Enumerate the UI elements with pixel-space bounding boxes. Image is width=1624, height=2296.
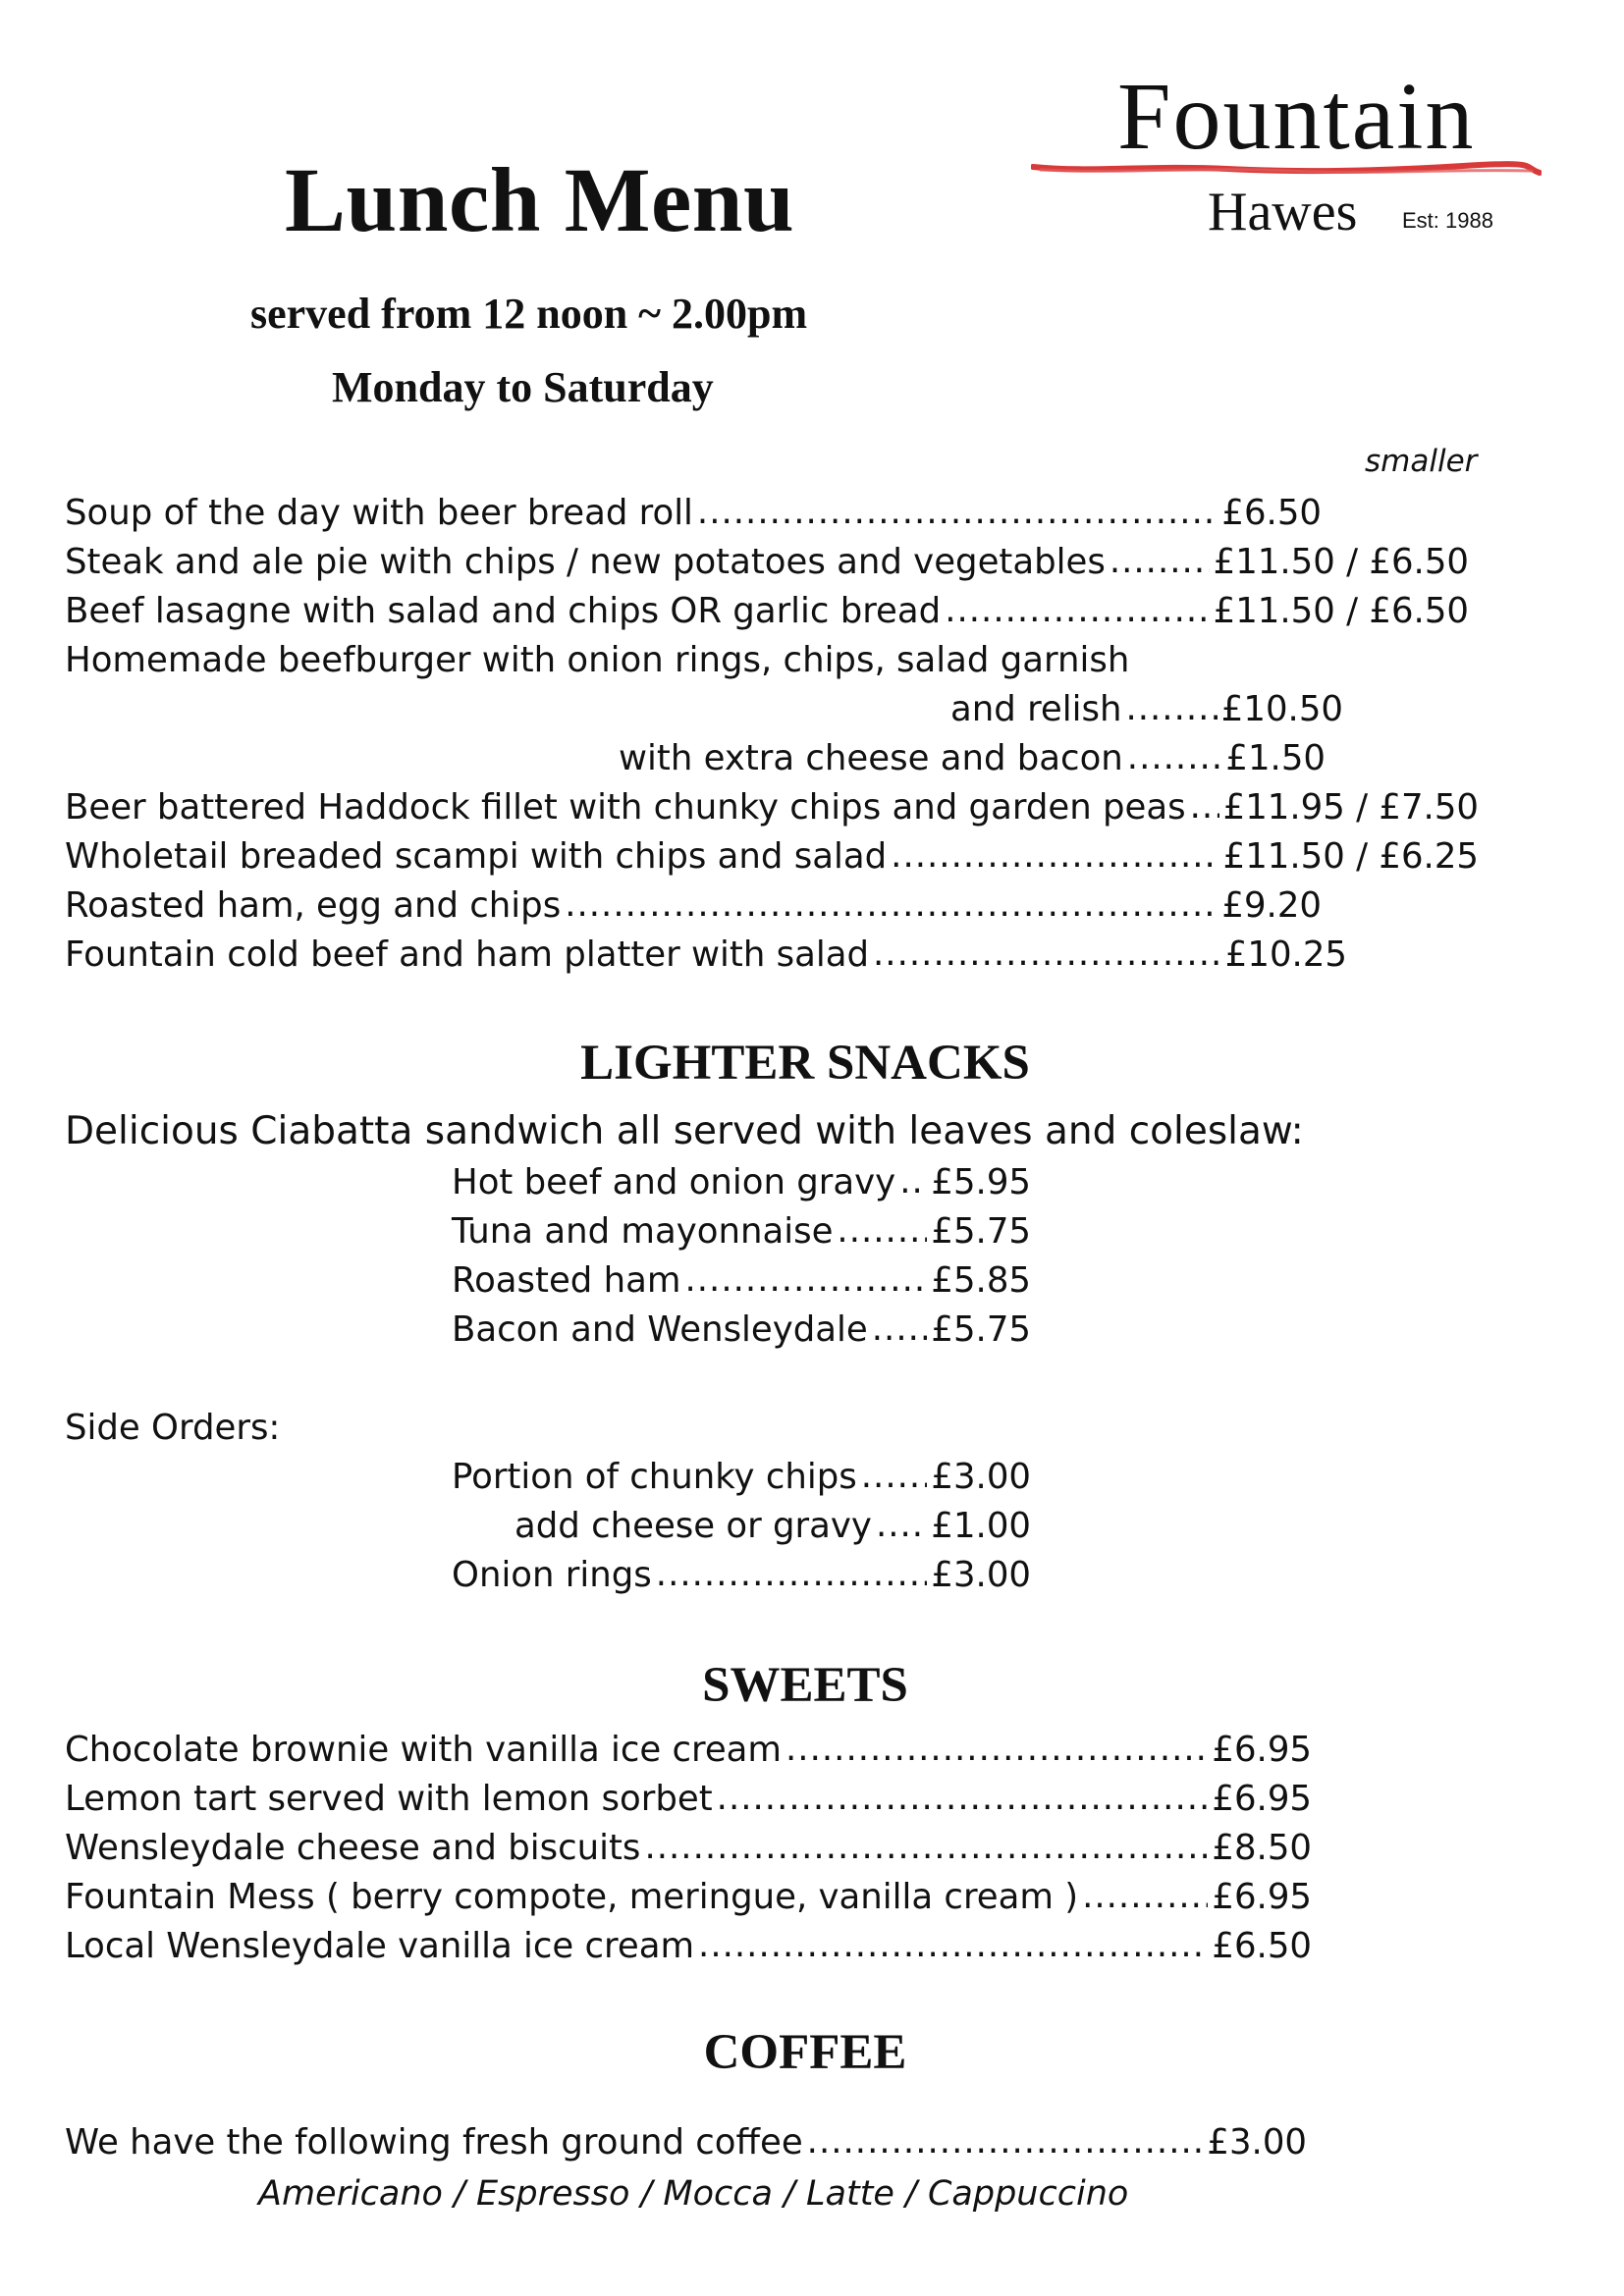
dot-leader — [861, 1452, 928, 1501]
menu-item-price: £11.50 / £6.50 — [1213, 591, 1469, 631]
snack-item-name: Tuna and mayonnaise — [452, 1211, 834, 1252]
dot-leader — [698, 1921, 1208, 1970]
ciabatta-intro: Delicious Ciabatta sandwich all served with leaves and coleslaw: — [65, 1109, 1304, 1153]
red-brush-underline-icon — [1031, 159, 1542, 179]
dot-leader — [873, 930, 1221, 979]
dot-leader — [1190, 782, 1219, 831]
coffee-types: Americano / Espresso / Mocca / Latte / Cappuccino — [258, 2174, 1129, 2214]
side-item — [452, 1551, 1031, 1600]
menu-item — [65, 587, 1469, 636]
menu-item-name: Soup of the day with beer bread roll — [65, 493, 693, 533]
menu-item — [65, 489, 1322, 538]
side-orders-label: Side Orders: — [65, 1408, 281, 1448]
side-item-price: £1.00 — [931, 1506, 1031, 1546]
menu-item-name: Steak and ale pie with chips / new potatoes and vegetables — [65, 542, 1106, 582]
lighter-snacks-heading: LIGHTER SNACKS — [580, 1036, 1030, 1091]
logo-name: Fountain — [1117, 64, 1476, 170]
sweet-item-price: £6.50 — [1212, 1926, 1312, 1966]
menu-item-price: £6.50 — [1221, 493, 1322, 533]
serving-hours: served from 12 noon ~ 2.00pm — [250, 290, 808, 338]
sweet-item — [65, 1824, 1312, 1873]
dot-leader — [656, 1550, 928, 1599]
menu-item — [65, 783, 1479, 832]
snack-item-price: £5.75 — [931, 1309, 1031, 1350]
sweet-item-price: £6.95 — [1212, 1730, 1312, 1770]
menu-item-name: Beef lasagne with salad and chips OR garlic bread — [65, 591, 942, 631]
menu-item-price: £1.50 — [1225, 738, 1326, 778]
snack-item — [452, 1207, 1031, 1256]
logo-town: Hawes — [1208, 182, 1358, 242]
sweet-item — [65, 1775, 1312, 1824]
dot-leader — [697, 488, 1218, 537]
dot-leader — [565, 881, 1218, 930]
snack-item — [452, 1306, 1031, 1355]
sweet-item-name: Chocolate brownie with vanilla ice cream — [65, 1730, 783, 1770]
coffee-item-name: We have the following fresh ground coffee — [65, 2122, 803, 2163]
side-item-name: add cheese or gravy — [514, 1506, 872, 1546]
sweet-item-name: Local Wensleydale vanilla ice cream — [65, 1926, 695, 1966]
menu-item — [65, 832, 1479, 881]
side-item-price: £3.00 — [931, 1457, 1031, 1497]
coffee-item — [65, 2118, 1307, 2167]
menu-item — [65, 881, 1322, 931]
side-item-name: Onion rings — [452, 1555, 652, 1595]
snack-item-price: £5.85 — [931, 1260, 1031, 1301]
menu-item-price: £10.50 — [1220, 689, 1343, 729]
side-item — [452, 1453, 1031, 1502]
dot-leader — [785, 1725, 1208, 1774]
coffee-item-price: £3.00 — [1207, 2122, 1307, 2163]
side-item-price: £3.00 — [931, 1555, 1031, 1595]
menu-item-price: £11.50 / £6.50 — [1213, 542, 1469, 582]
menu-item — [950, 685, 1343, 734]
dot-leader — [1082, 1872, 1208, 1921]
side-item-name: Portion of chunky chips — [452, 1457, 857, 1497]
menu-item-price: £11.95 / £7.50 — [1222, 787, 1479, 828]
sweet-item-name: Lemon tart served with lemon sorbet — [65, 1779, 713, 1819]
sweets-heading: SWEETS — [702, 1658, 908, 1713]
side-item — [514, 1502, 1031, 1551]
fountain-logo — [1031, 64, 1551, 245]
menu-item — [65, 931, 1347, 980]
menu-item-price: £9.20 — [1221, 885, 1322, 926]
snack-item-price: £5.95 — [931, 1162, 1031, 1202]
menu-item-price: £11.50 / £6.25 — [1222, 836, 1479, 877]
menu-item-price: £10.25 — [1224, 934, 1347, 975]
serving-days: Monday to Saturday — [332, 363, 714, 411]
snack-item — [452, 1256, 1031, 1306]
dot-leader — [717, 1774, 1209, 1823]
sweet-item-name: Wensleydale cheese and biscuits — [65, 1828, 641, 1868]
dot-leader — [1125, 684, 1217, 733]
snack-item-name: Hot beef and onion gravy — [452, 1162, 896, 1202]
sweet-item — [65, 1873, 1312, 1922]
sweet-item-price: £8.50 — [1212, 1828, 1312, 1868]
menu-item — [619, 734, 1326, 783]
menu-item-name: Roasted ham, egg and chips — [65, 885, 562, 926]
dot-leader — [684, 1255, 927, 1305]
menu-item-name: Beer battered Haddock fillet with chunky chips and garden peas — [65, 787, 1186, 828]
dot-leader — [1127, 733, 1222, 782]
logo-established: Est: 1988 — [1402, 208, 1493, 233]
sweet-item-name: Fountain Mess ( berry compote, meringue, vanilla cream ) — [65, 1877, 1079, 1917]
sweet-item — [65, 1922, 1312, 1971]
sweet-item-price: £6.95 — [1212, 1877, 1312, 1917]
dot-leader — [644, 1823, 1208, 1872]
snack-item-name: Bacon and Wensleydale — [452, 1309, 868, 1350]
dot-leader — [872, 1305, 928, 1354]
snack-item-price: £5.75 — [931, 1211, 1031, 1252]
menu-item-name: Fountain cold beef and ham platter with salad — [65, 934, 870, 975]
dot-leader — [837, 1206, 927, 1255]
smaller-portion-note: smaller — [1365, 444, 1478, 479]
snack-item-name: Roasted ham — [452, 1260, 681, 1301]
sweet-item — [65, 1726, 1312, 1775]
menu-item-name: Homemade beefburger with onion rings, chips, salad garnish — [65, 640, 1130, 680]
snack-item — [452, 1158, 1031, 1207]
sweet-item-price: £6.95 — [1212, 1779, 1312, 1819]
coffee-heading: COFFEE — [703, 2025, 907, 2080]
page-title: Lunch Menu — [285, 150, 795, 251]
dot-leader — [899, 1157, 927, 1206]
dot-leader — [1110, 537, 1210, 586]
menu-item — [65, 538, 1469, 587]
menu-item-name: Wholetail breaded scampi with chips and salad — [65, 836, 888, 877]
menu-item-name: with extra cheese and bacon — [619, 738, 1123, 778]
dot-leader — [891, 831, 1218, 881]
dot-leader — [807, 2117, 1204, 2166]
dot-leader — [876, 1501, 927, 1550]
menu-item-name: and relish — [950, 689, 1122, 729]
dot-leader — [945, 586, 1209, 635]
